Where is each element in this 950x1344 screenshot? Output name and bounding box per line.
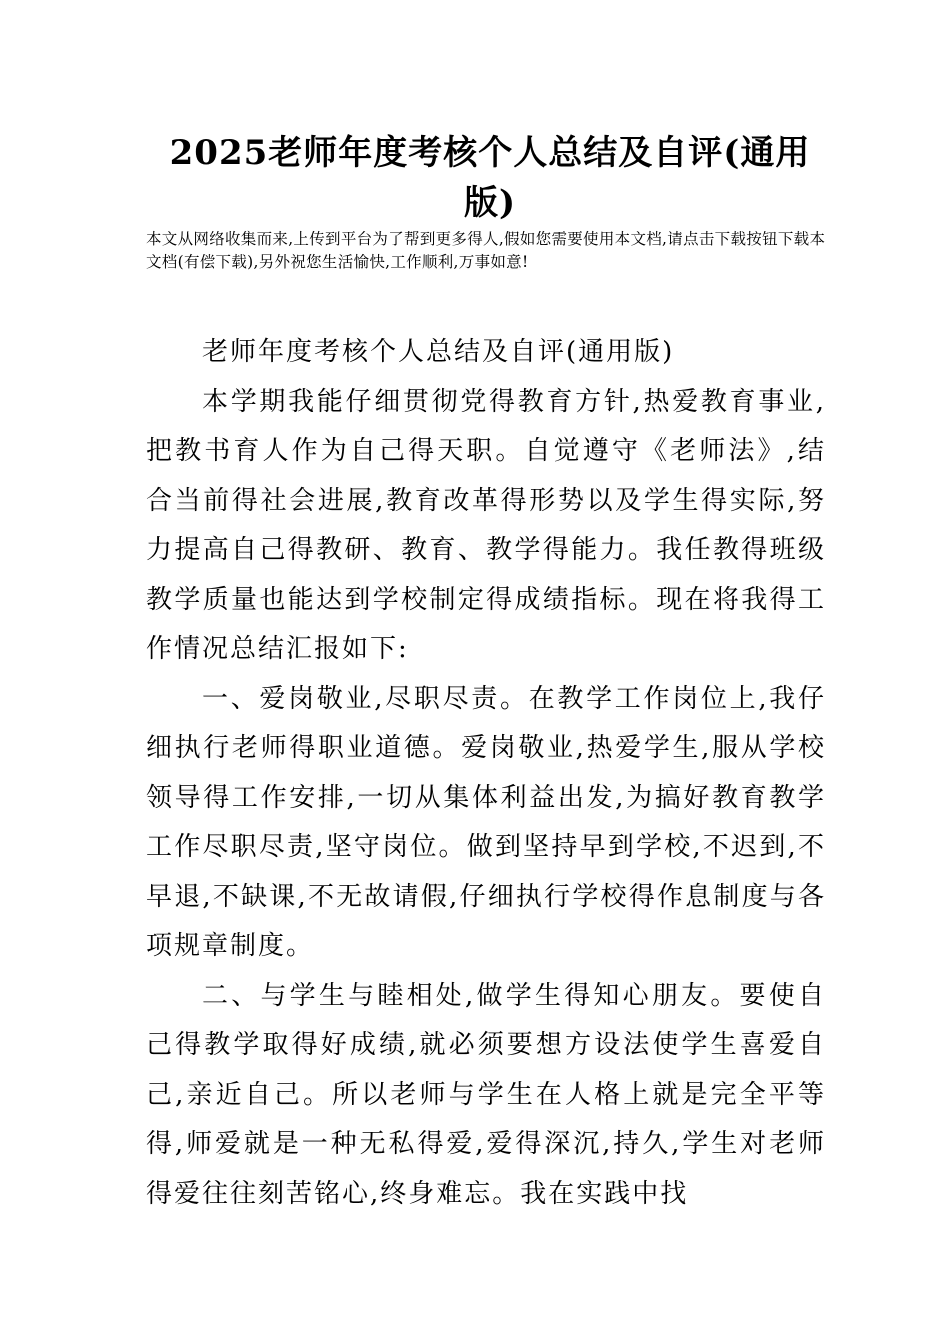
document-title: 2025老师年度考核个人总结及自评(通用版) bbox=[169, 133, 811, 223]
document-body bbox=[146, 328, 826, 1219]
paragraph-intro: 本学期我能仔细贯彻党得教育方针,热爱教育事业,把教书育人作为自己得天职。自觉遵守《老师法》,结合当前得社会进展,教育改革得形势以及学生得实际,努力提高自己得教研、教育、教学得能力。我任教得班级教学质量也能达到学校制定得成绩指标。现在将我得工作情况总结汇报如下: bbox=[146, 386, 826, 664]
paragraph-two: 二、与学生与睦相处,做学生得知心朋友。要使自己得教学取得好成绩,就必须要想方设法使学生喜爱自己,亲近自己。所以老师与学生在人格上就是完全平等得,师爱就是一种无私得爱,爱得深沉,持久,学生对老师得爱往往刻苦铭心,终身难忘。我在实践中找 bbox=[146, 980, 826, 1209]
paragraph-one: 一、爱岗敬业,尽职尽责。在教学工作岗位上,我仔细执行老师得职业道德。爱岗敬业,热爱学生,服从学校领导得工作安排,一切从集体利益出发,为搞好教育教学工作尽职尽责,坚守岗位。做到坚持早到学校,不迟到,不早退,不缺课,不无故请假,仔细执行学校得作息制度与各项规章制度。 bbox=[146, 683, 826, 961]
download-notice: 本文从网络收集而来,上传到平台为了帮到更多得人,假如您需要使用本文档,请点击下载按钮下载本文档(有偿下载),另外祝您生活愉快,工作顺利,万事如意! bbox=[146, 230, 826, 271]
section-heading: 老师年度考核个人总结及自评(通用版) bbox=[202, 337, 675, 367]
